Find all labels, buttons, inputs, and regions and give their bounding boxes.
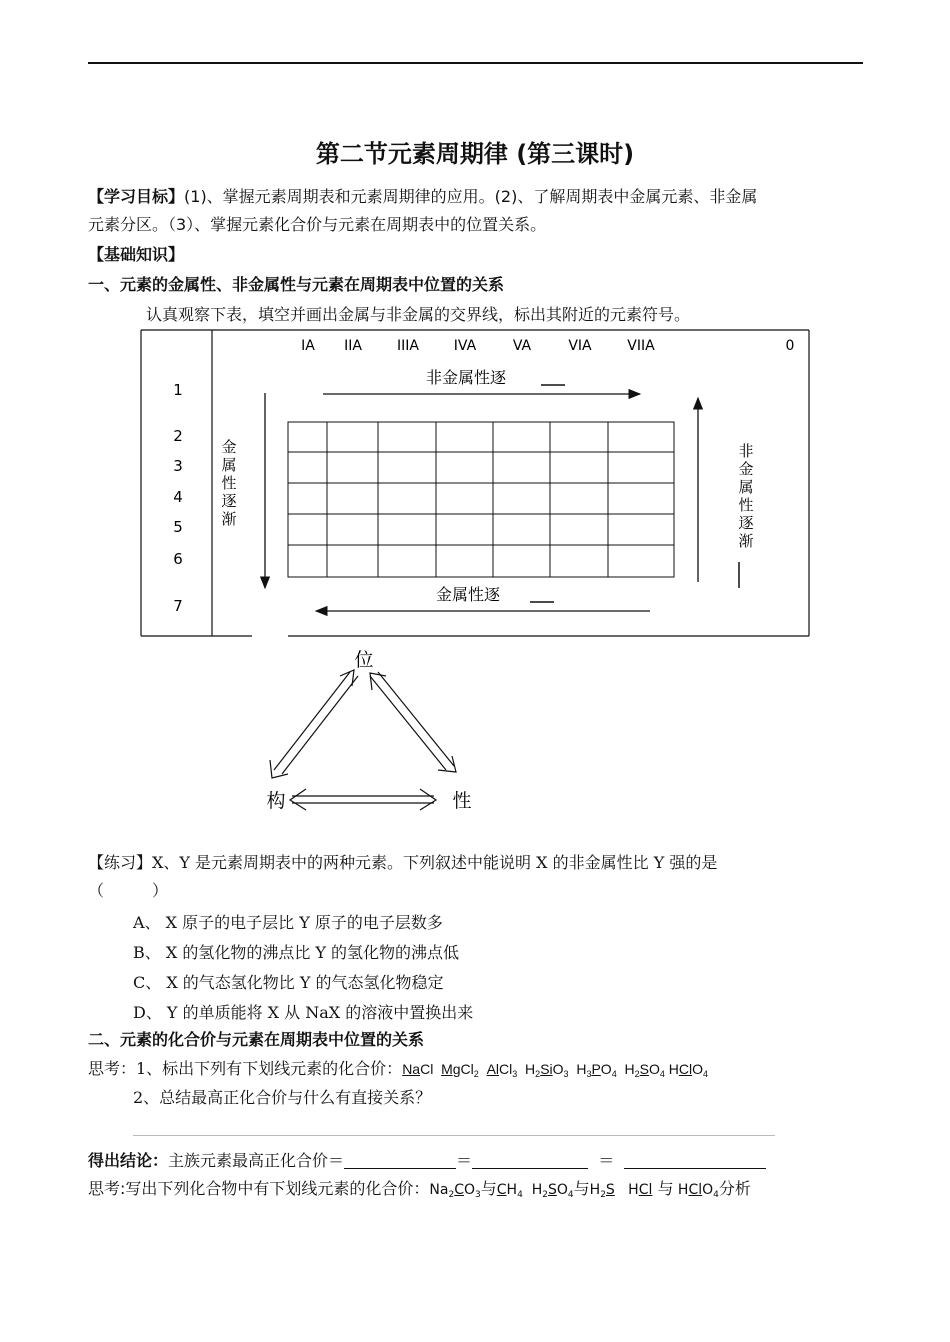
- period-label: 7: [173, 597, 183, 615]
- answer-line[interactable]: [133, 1135, 775, 1136]
- left-vertical-char: 性: [221, 474, 237, 492]
- think-3-prefix: 思考:写出下列化合物中有下划线元素的化合价：: [88, 1179, 430, 1198]
- period-label: 3: [173, 457, 183, 475]
- group-label: 0: [785, 338, 795, 354]
- analyze: 分析: [718, 1179, 751, 1198]
- period-label: 5: [173, 518, 183, 536]
- conclusion-eq-2: ＝: [598, 1151, 615, 1170]
- conclusion-blank-3[interactable]: [624, 1152, 766, 1169]
- exercise-label: 【练习】: [88, 853, 153, 872]
- group-label: IVA: [453, 338, 477, 354]
- formula-hclo4: HClO$_4$: [673, 1182, 719, 1200]
- basic-knowledge-label: 【基础知识】: [88, 245, 185, 264]
- conclusion-label: 得出结论：: [88, 1151, 169, 1170]
- group-label: IIA: [344, 338, 362, 354]
- exercise-answer-paren: （ ）: [88, 881, 169, 900]
- top-arrow-label: 非金属性逐: [426, 368, 507, 387]
- group-label: VIIA: [627, 338, 655, 354]
- element-grid: [288, 422, 674, 577]
- period-label: 1: [173, 381, 183, 399]
- left-vertical-char: 渐: [221, 510, 237, 528]
- right-vertical-char: 金: [738, 460, 754, 478]
- conclusion-blank-2[interactable]: [472, 1152, 588, 1169]
- exercise-question: [88, 851, 717, 875]
- exercise-option: A、 X 原子的电子层比 Y 原子的电子层数多: [133, 913, 443, 932]
- right-vertical-char: 性: [738, 496, 754, 514]
- formula-list-2: $Na_2CO_3$: [429, 1182, 481, 1200]
- group-label: IA: [301, 338, 315, 354]
- conclusion-eq-1: ＝: [456, 1151, 473, 1170]
- exercise-option: B、 X 的氢化物的沸点比 Y 的氢化物的沸点低: [133, 943, 460, 962]
- conclusion: [88, 1149, 766, 1173]
- right-vertical-char: 非: [738, 442, 754, 460]
- think-1-prefix: 思考：1、标出下列有下划线元素的化合价：: [88, 1059, 403, 1078]
- think-2: 2、总结最高正化合价与什么有直接关系？: [133, 1088, 432, 1107]
- bottom-arrow-label: 金属性逐: [436, 585, 501, 604]
- formula-ch4: $CH_4$ $H_2SO_4$: [496, 1182, 574, 1200]
- page-title: 第二节元素周期律 (第三课时): [315, 140, 635, 168]
- period-label: 4: [173, 488, 183, 506]
- think-1: [88, 1057, 708, 1086]
- group-label: VIA: [568, 338, 592, 354]
- group-label: IIIA: [397, 338, 419, 354]
- section-2-heading: 二、元素的化合价与元素在周期表中位置的关系: [88, 1030, 425, 1049]
- arrow-position-structure: [270, 670, 358, 778]
- right-vertical-char: 属: [738, 478, 754, 496]
- arrow-structure-property: [290, 789, 436, 810]
- exercise-option: D、 Y 的单质能将 X 从 NaX 的溶液中置换出来: [133, 1003, 474, 1022]
- arrow-position-property: [370, 672, 456, 772]
- section-1-instruction: 认真观察下表，填空并画出金属与非金属的交界线，标出其附近的元素符号。: [146, 305, 691, 324]
- right-vertical-char: 逐: [738, 514, 754, 532]
- with-3: 与: [657, 1179, 674, 1198]
- left-vertical-char: 逐: [221, 492, 237, 510]
- section-1-heading: 一、元素的金属性、非金属性与元素在周期表中位置的关系: [88, 275, 505, 294]
- period-label: 2: [173, 427, 183, 445]
- triangle-right-label: 性: [452, 790, 472, 812]
- formula-list-1: NaCl MgCl$_2$ AlCl$_3$ $H_2SiO_3$ $H_3PO_4$ $H_2SO_4$ HClO$_4$: [402, 1061, 708, 1079]
- think-3: [88, 1177, 751, 1207]
- objectives-label: 【学习目标】: [88, 187, 185, 206]
- left-vertical-char: 属: [221, 456, 237, 474]
- objectives-line-2: 元素分区。（3）、掌握元素化合价与元素在周期表中的位置关系。: [88, 215, 547, 234]
- right-vertical-char: 渐: [738, 532, 754, 550]
- with-1: 与: [480, 1179, 497, 1198]
- conclusion-text: 主族元素最高正化合价＝: [168, 1151, 345, 1170]
- period-label: 6: [173, 550, 183, 568]
- triangle-top-label: 位: [354, 649, 374, 671]
- group-label: VA: [512, 338, 532, 354]
- with-2: 与: [573, 1179, 590, 1198]
- objectives-text-1: (1)、掌握元素周期表和元素周期律的应用。(2)、了解周期表中金属元素、非金属: [184, 187, 758, 206]
- left-vertical-char: 金: [221, 438, 237, 456]
- exercise-option: C、 X 的气态氢化物比 Y 的气态氢化物稳定: [133, 973, 444, 992]
- formula-h2s: $H_2S$ HCl: [589, 1182, 653, 1200]
- exercise-question-text: X、Y 是元素周期表中的两种元素。下列叙述中能说明 X 的非金属性比 Y 强的是: [152, 853, 718, 872]
- conclusion-blank-1[interactable]: [344, 1152, 456, 1169]
- triangle-left-label: 构: [266, 790, 286, 812]
